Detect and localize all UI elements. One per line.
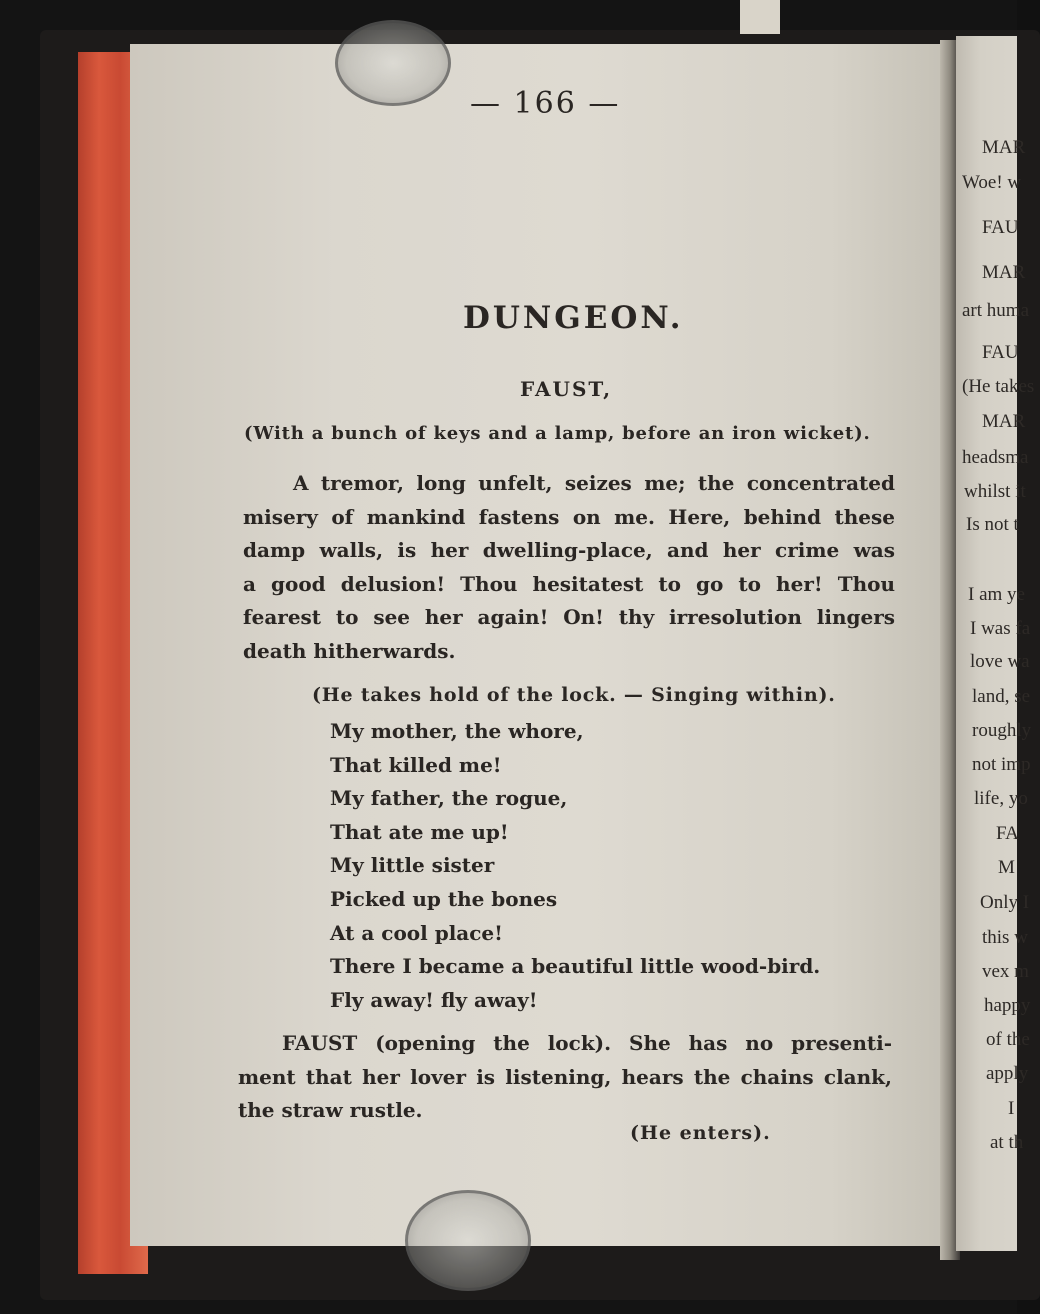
- facing-line: Only I: [980, 892, 1030, 913]
- facing-line: FAU: [982, 217, 1019, 238]
- exit-stage-direction: (He enters).: [630, 1122, 771, 1144]
- facing-line: FAU: [982, 342, 1019, 363]
- song-line: That killed me!: [330, 752, 502, 777]
- facing-line: Is not t: [966, 514, 1019, 535]
- speech-line: fearest to see her again! On! thy irresolution lingers: [243, 605, 895, 629]
- facing-line: whilst it: [964, 481, 1026, 502]
- stage-direction: (With a bunch of keys and a lamp, before an iron wicket).: [244, 423, 871, 444]
- song-stage-direction: (He takes hold of the lock. — Singing within).: [312, 684, 836, 706]
- facing-line: art huma: [962, 300, 1030, 321]
- facing-line: (He takes: [962, 376, 1035, 397]
- page-clip-bottom: [405, 1190, 531, 1291]
- facing-line: life, yo: [974, 788, 1028, 809]
- facing-line: roughly: [972, 720, 1032, 741]
- facing-line: MAR: [982, 411, 1026, 432]
- facing-line: I am ye: [968, 584, 1025, 605]
- facing-line: at th: [990, 1132, 1024, 1153]
- facing-line: happy: [984, 995, 1031, 1016]
- faust-closing-speech: [238, 1027, 892, 1128]
- speech-line: misery of mankind fastens on me. Here, behind these: [243, 504, 895, 529]
- scene-heading: DUNGEON.: [463, 300, 684, 336]
- song-verse: [330, 715, 820, 1017]
- facing-line: this w: [982, 927, 1028, 948]
- speech-line: death hitherwards.: [243, 638, 456, 663]
- song-line: Picked up the bones: [330, 886, 558, 911]
- facing-line: of the: [986, 1029, 1030, 1050]
- facing-line: MAR: [982, 137, 1026, 158]
- song-line: My mother, the whore,: [330, 719, 584, 743]
- facing-line: FA: [996, 823, 1019, 844]
- facing-line: M: [998, 857, 1015, 878]
- facing-line: I: [1008, 1098, 1015, 1119]
- speech-line: a good delusion! Thou hesitatest to go to her! Thou: [243, 571, 895, 596]
- speech-line: damp walls, is her dwelling-place, and her crime was: [243, 538, 895, 562]
- song-line: Fly away! fly away!: [330, 987, 538, 1012]
- closing-line: the straw rustle.: [238, 1098, 423, 1122]
- closing-line: ment that her lover is listening, hears the chains clank,: [238, 1064, 892, 1089]
- facing-line: MAR: [982, 262, 1026, 283]
- page-clip-top: [335, 20, 451, 106]
- facing-line: land, se: [972, 686, 1031, 707]
- song-line: That ate me up!: [330, 819, 509, 844]
- song-line: My little sister: [330, 853, 495, 878]
- closing-line: FAUST (opening the lock). She has no presenti-: [282, 1031, 892, 1055]
- song-line: My father, the rogue,: [330, 786, 568, 811]
- facing-line: vex m: [982, 961, 1029, 982]
- facing-line: I was fa: [970, 618, 1031, 639]
- facing-line: not imp: [972, 754, 1031, 775]
- song-line: There I became a beautiful little wood-bird.: [330, 954, 821, 979]
- facing-line: love wa: [970, 651, 1030, 672]
- faust-speech: [243, 467, 895, 668]
- facing-line: apply: [986, 1063, 1029, 1084]
- facing-line: headsma: [962, 447, 1029, 468]
- song-line: At a cool place!: [330, 920, 503, 945]
- facing-line: Woe! w: [962, 172, 1022, 193]
- speaker-name: FAUST,: [520, 377, 613, 401]
- speech-line: A tremor, long unfelt, seizes me; the concentrated: [293, 471, 895, 495]
- bookmark-strip: [740, 0, 780, 34]
- page-number: — 166 —: [470, 86, 621, 121]
